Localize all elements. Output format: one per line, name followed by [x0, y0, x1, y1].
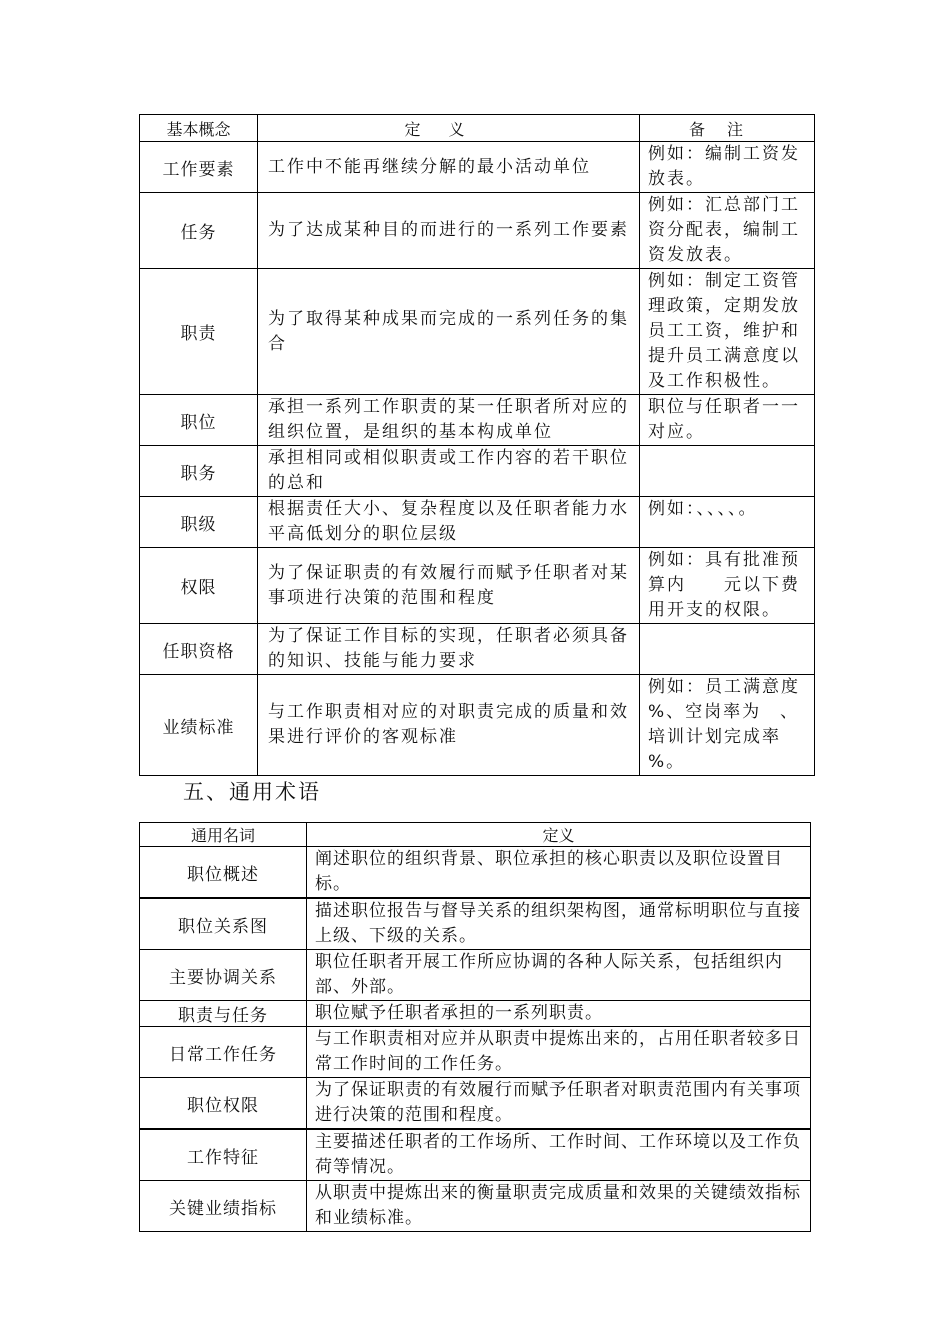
table-row — [140, 847, 811, 899]
header-definition: 定义 — [258, 115, 640, 142]
section-heading: 五、通用术语 — [183, 780, 321, 804]
term-name: 职位关系图 — [140, 898, 307, 950]
term-name: 日常工作任务 — [140, 1027, 307, 1078]
concept-term: 任职资格 — [140, 624, 258, 675]
general-terms-table — [139, 822, 811, 1232]
concept-definition: 根据责任大小、复杂程度以及任职者能力水平高低划分的职位层级 — [258, 497, 640, 548]
term-definition: 从职责中提炼出来的衡量职责完成质量和效果的关键绩效指标和业绩标准。 — [307, 1181, 811, 1232]
concept-note: 例如：、、、、。 — [640, 497, 815, 548]
concept-note: 职位与任职者一一对应。 — [640, 395, 815, 446]
header-term: 通用名词 — [140, 823, 307, 847]
term-definition: 阐述职位的组织背景、职位承担的核心职责以及职位设置目标。 — [307, 847, 811, 899]
table-header-row — [140, 823, 811, 847]
concept-definition: 承担一系列工作职责的某一任职者所对应的组织位置，是组织的基本构成单位 — [258, 395, 640, 446]
term-name: 工作特征 — [140, 1129, 307, 1181]
term-definition: 为了保证职责的有效履行而赋予任职者对职责范围内有关事项进行决策的范围和程度。 — [307, 1078, 811, 1130]
term-definition: 主要描述任职者的工作场所、工作时间、工作环境以及工作负荷等情况。 — [307, 1129, 811, 1181]
header-concept: 基本概念 — [140, 115, 258, 142]
concept-term: 职位 — [140, 395, 258, 446]
table-header-row — [140, 115, 815, 142]
concept-definition: 为了保证工作目标的实现，任职者必须具备的知识、技能与能力要求 — [258, 624, 640, 675]
concept-note: 例如：员工满意度 %、空岗率为 、培训计划完成率 %。 — [640, 675, 815, 776]
term-name: 职位概述 — [140, 847, 307, 899]
concept-note: 例如：具有批准预算内 元以下费用开支的权限。 — [640, 548, 815, 624]
term-name: 职位权限 — [140, 1078, 307, 1130]
term-name: 职责与任务 — [140, 1001, 307, 1027]
concept-term: 职务 — [140, 446, 258, 497]
table-row — [140, 142, 815, 193]
table-row — [140, 1027, 811, 1078]
concept-term: 业绩标准 — [140, 675, 258, 776]
concept-note: 例如：汇总部门工资分配表，编制工资发放表。 — [640, 193, 815, 269]
basic-concepts-table — [139, 114, 819, 776]
table-row — [140, 624, 815, 675]
table-row — [140, 1129, 811, 1181]
concept-definition: 承担相同或相似职责或工作内容的若干职位的总和 — [258, 446, 640, 497]
concept-definition: 与工作职责相对应的对职责完成的质量和效果进行评价的客观标准 — [258, 675, 640, 776]
table-row — [140, 950, 811, 1001]
table-row — [140, 395, 815, 446]
header-note: 备注 — [640, 115, 815, 142]
table-row — [140, 898, 811, 950]
table-row — [140, 1181, 811, 1232]
table-row — [140, 675, 815, 776]
concept-definition: 为了取得某种成果而完成的一系列任务的集合 — [258, 269, 640, 395]
concept-note: 例如：编制工资发放表。 — [640, 142, 815, 193]
concept-term: 任务 — [140, 193, 258, 269]
table-row — [140, 548, 815, 624]
concept-definition: 为了保证职责的有效履行而赋予任职者对某事项进行决策的范围和程度 — [258, 548, 640, 624]
term-definition: 职位任职者开展工作所应协调的各种人际关系，包括组织内部、外部。 — [307, 950, 811, 1001]
term-name: 主要协调关系 — [140, 950, 307, 1001]
concept-term: 职级 — [140, 497, 258, 548]
concept-term: 职责 — [140, 269, 258, 395]
concept-term: 权限 — [140, 548, 258, 624]
term-definition: 描述职位报告与督导关系的组织架构图，通常标明职位与直接上级、下级的关系。 — [307, 898, 811, 950]
concept-definition: 为了达成某种目的而进行的一系列工作要素 — [258, 193, 640, 269]
concept-note — [640, 624, 815, 675]
term-definition: 与工作职责相对应并从职责中提炼出来的，占用任职者较多日常工作时间的工作任务。 — [307, 1027, 811, 1078]
table-row — [140, 446, 815, 497]
concept-term: 工作要素 — [140, 142, 258, 193]
concept-note — [640, 446, 815, 497]
table-row — [140, 1001, 811, 1027]
table-row — [140, 193, 815, 269]
table-row — [140, 1078, 811, 1130]
concept-definition: 工作中不能再继续分解的最小活动单位 — [258, 142, 640, 193]
concept-note: 例如：制定工资管理政策，定期发放员工工资，维护和提升员工满意度以及工作积极性。 — [640, 269, 815, 395]
table-row — [140, 497, 815, 548]
term-name: 关键业绩指标 — [140, 1181, 307, 1232]
header-definition: 定义 — [307, 823, 811, 847]
term-definition: 职位赋予任职者承担的一系列职责。 — [307, 1001, 811, 1027]
table-row — [140, 269, 815, 395]
